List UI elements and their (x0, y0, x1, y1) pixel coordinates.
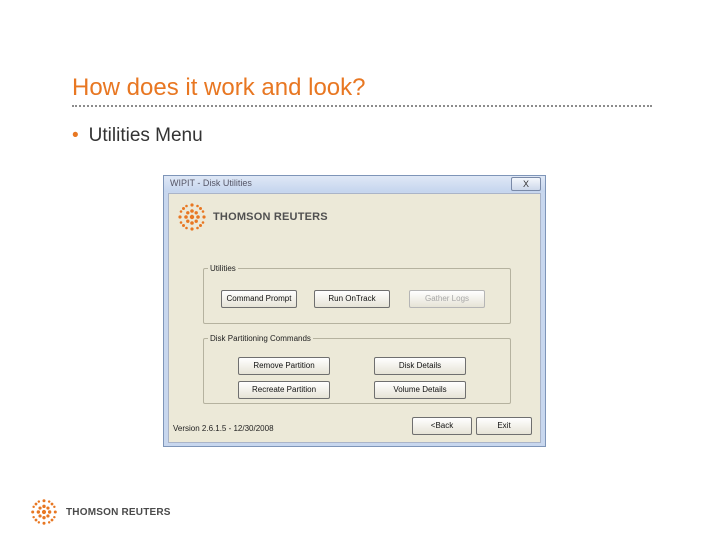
footer-brand (28, 496, 171, 528)
window-title: WIPIT - Disk Utilities (170, 178, 252, 188)
bullet-text: Utilities Menu (88, 125, 203, 146)
bullet-dot: • (72, 125, 79, 146)
footer-brand-text: THOMSON REUTERS (66, 506, 171, 518)
title-divider (72, 105, 652, 107)
exit-button[interactable]: Exit (476, 417, 532, 435)
gather-logs-button[interactable]: Gather Logs (409, 290, 485, 308)
close-button[interactable] (511, 177, 541, 191)
bullet-item (72, 125, 203, 147)
volume-details-button[interactable]: Volume Details (374, 381, 466, 399)
remove-partition-button[interactable]: Remove Partition (238, 357, 330, 375)
thomson-reuters-logo-icon (28, 496, 60, 528)
back-button[interactable]: <Back (412, 417, 472, 435)
command-prompt-button[interactable]: Command Prompt (221, 290, 297, 308)
recreate-partition-button[interactable]: Recreate Partition (238, 381, 330, 399)
disk-partitioning-group-legend: Disk Partitioning Commands (210, 334, 311, 343)
disk-details-button[interactable]: Disk Details (374, 357, 466, 375)
run-ontrack-button[interactable]: Run OnTrack (314, 290, 390, 308)
window-titlebar[interactable] (164, 176, 545, 192)
brand-text: THOMSON REUTERS (213, 211, 328, 223)
dialog-client-area (168, 193, 541, 443)
utilities-window (163, 175, 546, 447)
brand-header (175, 200, 328, 234)
version-label: Version 2.6.1.5 - 12/30/2008 (173, 424, 274, 433)
close-icon: X (522, 179, 529, 189)
thomson-reuters-logo-icon (175, 200, 209, 234)
slide-title: How does it work and look? (72, 74, 366, 101)
utilities-group-legend: Utilities (210, 264, 236, 273)
